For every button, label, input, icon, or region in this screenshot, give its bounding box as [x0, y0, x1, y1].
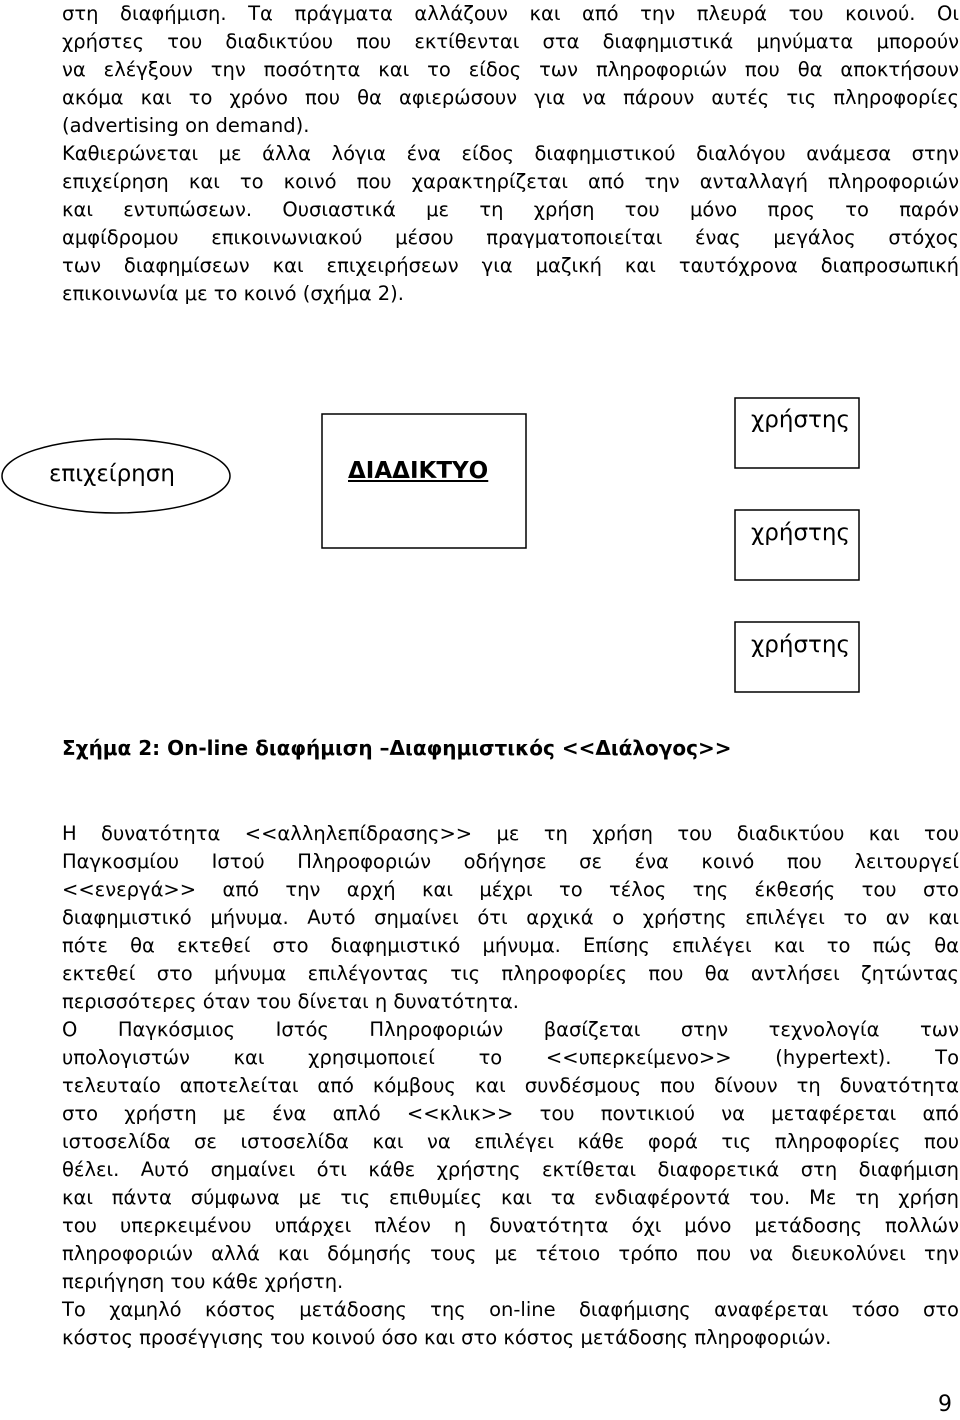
- internet-label: ΔΙΑΔΙΚΤΥΟ: [348, 458, 489, 484]
- text-line: πότε θα εκτεθεί στο διαφημιστικό μήνυμα. Επίσης επιλέγει και το πώς θα: [62, 934, 959, 957]
- text-line: Το χαμηλό κόστος μετάδοσης της on-line διαφήμισης αναφέρεται τόσο στο: [62, 1298, 959, 1321]
- text-line: και εντυπώσεων. Ουσιαστικά με τη χρήση του μόνο προς το παρόν: [62, 198, 959, 221]
- text-line: στη διαφήμιση. Τα πράγματα αλλάζουν και από την πλευρά του κοινού. Οι: [62, 2, 959, 25]
- text-line: να ελέγξουν την ποσότητα και το είδος των πληροφοριών που θα αποκτήσουν: [62, 58, 959, 81]
- text-line: διαφημιστικό μήνυμα. Αυτό σημαίνει ότι αρχικά ο χρήστης επιλέγει το αν και: [62, 906, 959, 929]
- text-line: ιστοσελίδα σε ιστοσελίδα και να επιλέγει κάθε φορά τις πληροφορίες που: [62, 1130, 959, 1153]
- text-line: <<ενεργά>> από την αρχή και μέχρι το τέλος της έκθεσής του στο: [62, 878, 959, 901]
- text-line: (advertising on demand).: [62, 114, 310, 137]
- paragraph-intro: [62, 0, 959, 140]
- text-line: τελευταίο αποτελείται από κόμβους και συνδέσμους που δίνουν τη δυνατότητα: [62, 1074, 959, 1097]
- text-line: περιήγηση του κάθε χρήστη.: [62, 1270, 344, 1293]
- text-line: των διαφημίσεων και επιχειρήσεων για μαζική και ταυτόχρονα διαπροσωπική: [62, 254, 959, 277]
- text-line: επικοινωνία με το κοινό (σχήμα 2).: [62, 282, 404, 305]
- text-line: περισσότερες όταν του δίνεται η δυνατότητα.: [62, 990, 519, 1013]
- text-line: αμφίδρομου επικοινωνιακού μέσου πραγματοποιείται ένας μεγάλος στόχος: [62, 226, 959, 249]
- user-label-2: χρήστης: [751, 520, 850, 546]
- text-line: Καθιερώνεται με άλλα λόγια ένα είδος διαφημιστικού διαλόγου ανάμεσα στην: [62, 142, 959, 165]
- text-line: θέλει. Αυτό σημαίνει ότι κάθε χρήστης εκτίθεται διαφορετικά στη διαφήμιση: [62, 1158, 959, 1181]
- text-line: εκτεθεί στο μήνυμα επιλέγοντας τις πληροφορίες που θα αντλήσει ζητώντας: [62, 962, 959, 985]
- paragraph-interaction: [62, 820, 959, 1016]
- text-line: πληροφοριών αλλά και δόμησής τους με τέτοιο τρόπο που να διευκολύνει την: [62, 1242, 959, 1265]
- text-line: επιχείρηση και το κοινό που χαρακτηρίζεται από την ανταλλαγή πληροφοριών: [62, 170, 959, 193]
- text-line: χρήστες του διαδικτύου που εκτίθενται στα διαφημιστικά μηνύματα μπορούν: [62, 30, 959, 53]
- text-line: Η δυνατότητα <<αλληλεπίδρασης>> με τη χρήση του διαδικτύου και του: [62, 822, 959, 845]
- text-line: και πάντα σύμφωνα με τις επιθυμίες και τα ενδιαφέροντά του. Με τη χρήση: [62, 1186, 959, 1209]
- diagram-figure-2: [0, 380, 960, 710]
- text-line: στο χρήστη με ένα απλό <<κλικ>> του ποντικιού να μεταφέρεται από: [62, 1102, 959, 1125]
- user-label-1: χρήστης: [751, 407, 850, 433]
- page-number: 9: [938, 1392, 952, 1417]
- paragraph-www: [62, 1016, 959, 1296]
- paragraph-cost: [62, 1296, 959, 1352]
- text-line: Ο Παγκόσμιος Ιστός Πληροφοριών βασίζεται στην τεχνολογία των: [62, 1018, 959, 1041]
- text-line: του υπερκειμένου υπάρχει πλέον η δυνατότητα όχι μόνο μετάδοσης πολλών: [62, 1214, 959, 1237]
- business-label: επιχείρηση: [49, 461, 175, 487]
- text-line: υπολογιστών και χρησιμοποιεί το <<υπερκείμενο>> (hypertext). Το: [62, 1046, 959, 1069]
- text-line: ακόμα και το χρόνο που θα αφιερώσουν για να πάρουν αυτές τις πληροφορίες: [62, 86, 959, 109]
- figure-caption: Σχήμα 2: On-line διαφήμιση –Διαφημιστικός <<Διάλογος>>: [62, 736, 732, 760]
- user-label-3: χρήστης: [751, 632, 850, 658]
- text-line: κόστος προσέγγισης του κοινού όσο και στο κόστος μετάδοσης πληροφοριών.: [62, 1326, 832, 1349]
- text-line: Παγκοσμίου Ιστού Πληροφοριών οδήγησε σε ένα κοινό που λειτουργεί: [62, 850, 959, 873]
- paragraph-dialogue: [62, 140, 959, 308]
